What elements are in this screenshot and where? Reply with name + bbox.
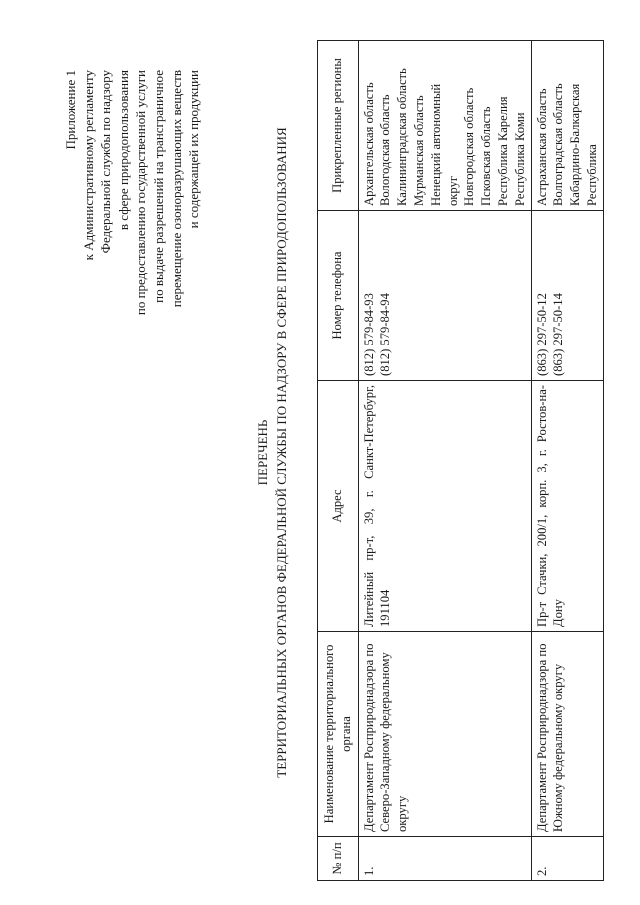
cell-num: 2.: [531, 837, 603, 881]
phone-number: (863) 297-50-12: [534, 293, 549, 376]
phone-number: (812) 579-84-93: [361, 293, 376, 376]
region-item: Архангельская область: [361, 82, 376, 206]
table-header-row: [318, 41, 359, 881]
cell-regions: [531, 41, 603, 211]
table-row: [531, 41, 603, 881]
region-item: Калининградская область: [395, 68, 410, 206]
cell-name: Департамент Росприроднадзора по Южному федеральному округу: [531, 632, 603, 837]
appendix-line: Приложение 1: [63, 70, 78, 150]
region-item: Астраханская область: [534, 88, 549, 206]
cell-regions: [358, 41, 531, 211]
appendix-line: перемещение озоноразрушающих веществ: [168, 70, 184, 308]
document-subtitle: ТЕРРИТОРИАЛЬНЫХ ОРГАНОВ ФЕДЕРАЛЬНОЙ СЛУЖБЫ ПО НАДЗОРУ В СФЕРЕ ПРИРОДОПОЛЬЗОВАНИЯ: [274, 127, 289, 778]
phone-number: (812) 579-84-94: [378, 293, 393, 376]
header-name: Наименование территориального органа: [318, 632, 359, 837]
document-title: ПЕРЕЧЕНЬ: [255, 419, 270, 486]
cell-phones: [358, 211, 531, 381]
table-row: [358, 41, 531, 881]
cell-name: Департамент Росприроднадзора по Северо-Западному федеральному округу: [358, 632, 531, 837]
phone-number: (863) 297-50-14: [551, 293, 566, 376]
cell-address: Литейный пр-т, 39, г. Санкт-Петербург, 191104: [358, 381, 531, 632]
region-item: Республика Коми: [512, 112, 527, 206]
appendix-line: по предоставлению государственной услуги: [133, 70, 149, 316]
cell-num: 1.: [358, 837, 531, 881]
region-item: Волгоградская область: [551, 83, 566, 206]
appendix-line: Федеральной службы по надзору: [98, 70, 114, 254]
appendix-line: в сфере природопользования: [115, 70, 131, 231]
region-item: Новгородская область: [462, 87, 477, 206]
region-item: округ: [445, 175, 460, 206]
appendix-line: к Административному регламенту: [80, 70, 96, 261]
region-item: Вологодская область: [378, 94, 393, 206]
header-address: Адрес: [318, 381, 359, 632]
header-num: № п/п: [318, 837, 359, 881]
region-item: Республика Карелия: [495, 96, 510, 206]
territorial-bodies-table: [317, 40, 604, 881]
header-phone: Номер телефона: [318, 211, 359, 381]
appendix-note: [62, 70, 203, 540]
appendix-line: по выдаче разрешений на трансграничное: [150, 70, 166, 303]
region-item: Кабардино-Балкарская: [568, 83, 583, 206]
cell-phones: [531, 211, 603, 381]
header-regions: Прикрепленные регионы: [318, 41, 359, 211]
region-item: Мурманская область: [411, 95, 426, 206]
region-item: Республика: [584, 144, 599, 206]
cell-address: Пр-т Стачки, 200/1, корп. 3, г. Ростов-на-Дону: [531, 381, 603, 632]
appendix-line: и содержащей их продукции: [186, 70, 202, 229]
region-item: Псковская область: [479, 106, 494, 206]
region-item: Ненецкий автономный: [428, 83, 443, 206]
